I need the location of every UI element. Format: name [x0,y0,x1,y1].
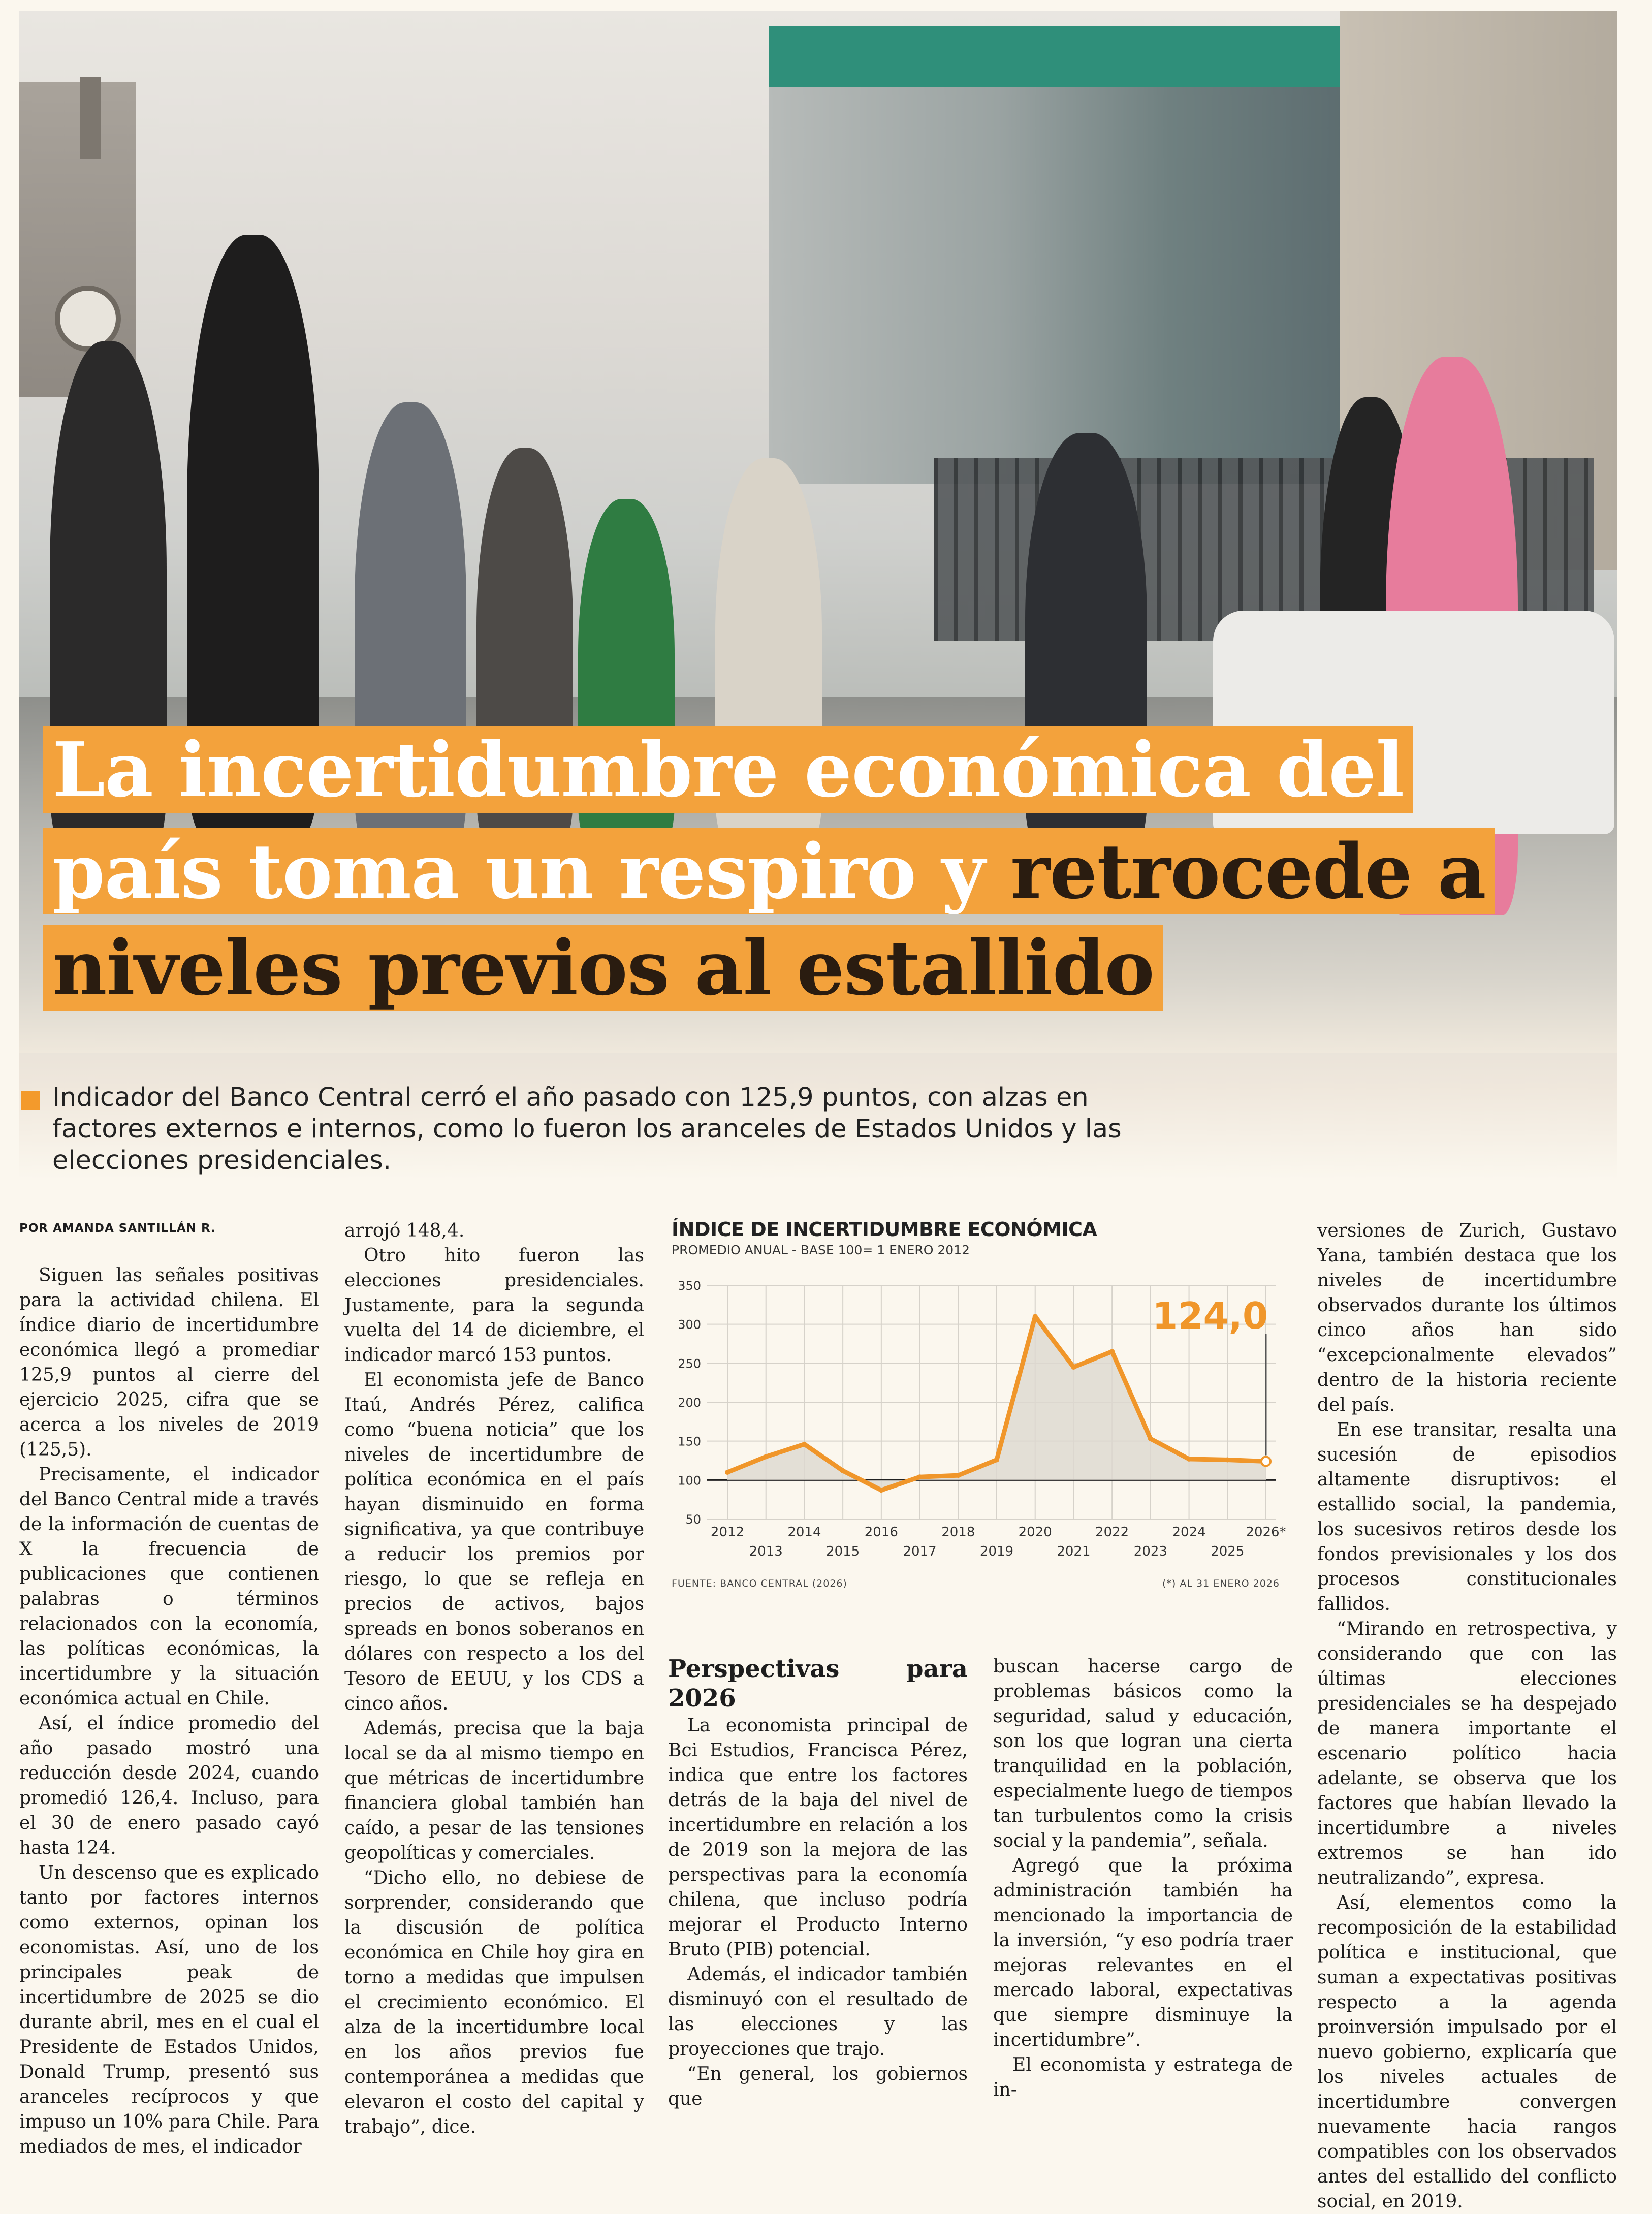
paragraph: Así, elementos como la recomposición de la estabilidad política e institucional, que suman a expectativas positivas respecto a la agenda proinversión impulsado por el nuevo gobierno, explicaría que los niveles actuales de incertidumbre convergen nuevamente hacia rangos compatibles con los observados antes del estallido del conflicto social, en 2019. [1317,1892,1617,2212]
x-tick-label: 2014 [787,1525,821,1540]
y-tick-label: 250 [678,1356,701,1371]
chart-note: (*) AL 31 ENERO 2026 [1162,1578,1280,1589]
data-point [803,1443,806,1446]
x-tick-label: 2012 [710,1525,745,1540]
building-green-roof [769,26,1343,92]
data-point [726,1471,729,1474]
highlight-value-label: 124,0 [1152,1294,1268,1337]
x-tick-label: 2019 [979,1544,1014,1559]
paragraph: “En general, los gobiernos que [668,2064,968,2109]
paragraph: El economista jefe de Banco Itaú, Andrés Pérez, califica como “buena noticia” que los niveles de incertidumbre de política económica en el país hayan disminuido en forma significativa, ya que contribuye a reducir los premios por riesgo, lo que se refleja en precios de activos, bajos spreads en bonos soberanos en dólares con respecto a los del Tesoro de EEUU, y los CDS a cinco años. [344,1370,644,1714]
x-tick-label: 2018 [941,1525,975,1540]
article-column-2 [344,1218,644,2139]
paragraph: Siguen las señales positivas para la actividad chilena. El índice diario de incertidumbre económica llegó a promediar 125,9 puntos al cierre del ejercicio 2025, cifra que se acerca a los niveles de 2019 (125,5). [19,1265,319,1460]
data-point [1072,1366,1075,1369]
x-tick-label: 2025 [1211,1544,1245,1559]
x-tick-label: 2026* [1246,1525,1286,1540]
article-column-4 [1317,1218,1617,2214]
data-point [995,1458,998,1461]
paragraph: buscan hacerse cargo de problemas básicos como la seguridad, salud y educación, son los que logran una cierta tranquilidad en la población, especialmente luego de tiempos tan turbulentos como la crisis social y la pandemia”, señala. [993,1656,1293,1851]
x-tick-label: 2024 [1172,1525,1206,1540]
paragraph: Un descenso que es explicado tanto por factores internos como externos, opinan los economistas. Así, uno de los principales peak de incertidumbre de 2025 se dio durante abril, mes en el cual el Presidente de Estados Unidos, Donald Trump, presentó sus aranceles recíprocos y que impuso un 10% para Chile. Para mediados de mes, el indicador [19,1862,319,2157]
lead-bullet-square [21,1091,40,1110]
x-tick-label: 2021 [1057,1544,1091,1559]
data-point [1188,1458,1191,1461]
paragraph: Otro hito fueron las elecciones presidenciales. Justamente, para la segunda vuelta del 14 de diciembre, el indicador marcó 153 puntos. [344,1245,644,1366]
y-tick-label: 350 [678,1279,701,1293]
headline-line-2-dark: retrocede a [1010,827,1486,915]
article-column-1 [19,1218,319,2159]
x-tick-label: 2023 [1133,1544,1167,1559]
y-tick-label: 200 [678,1396,701,1410]
lead-paragraph: Indicador del Banco Central cerró el año pasado con 125,9 puntos, con alzas en factores externos e internos, como lo fueron los aranceles de Estados Unidos y las elecciones presidenciales. [52,1083,1122,1176]
data-point [765,1455,768,1458]
chart-subtitle: PROMEDIO ANUAL - BASE 100= 1 ENERO 2012 [672,1243,970,1257]
paragraph: “Mirando en retrospectiva, y considerando que con las últimas elecciones presidenciales se ha despejado de manera importante el escenario político hacia adelante, se observa que los factores que habían llevado la incertidumbre a niveles extremos se han ido neutralizando”, expresa. [1317,1619,1617,1888]
data-point [1034,1315,1037,1318]
paragraph: La economista principal de Bci Estudios, Francisca Pérez, indica que entre los factores detrás de la baja del nivel de incertidumbre en relación a los de 2019 son la mejora de las perspectivas para la economía chilena, que incluso podría mejorar el Producto Interno Bruto (PIB) potencial. [668,1715,968,1960]
x-tick-label: 2013 [749,1544,783,1559]
article-column-3b [993,1654,1293,2102]
data-point [1226,1458,1229,1461]
paragraph: “Dicho ello, no debiese de sorprender, considerando que la discusión de política económica en Chile hoy gira en torno a medidas que impulsen el crecimiento económico. El alza de la incertidumbre local en los años previos fue contemporánea a medidas que elevaron el costo del capital y trabajo”, dice. [344,1868,644,2137]
paragraph: Además, el indicador también disminuyó con el resultado de las elecciones y las proyecciones que trajo. [668,1964,968,2060]
headline-line-2 [43,828,1495,914]
data-point [918,1475,922,1478]
glass-building [769,87,1343,484]
paragraph: arrojó 148,4. [344,1220,465,1241]
section-subhead: Perspectivas para 2026 [668,1655,968,1713]
tower-spire [80,77,101,159]
data-point [880,1489,883,1492]
chart-title: ÍNDICE DE INCERTIDUMBRE ECONÓMICA [672,1218,1097,1241]
headline-line-3: niveles previos al estallido [43,925,1163,1011]
paragraph: versiones de Zurich, Gustavo Yana, también destaca que los niveles de incertidumbre observados durante los últimos cinco años han sido “excepcionalmente elevados” dentro de la historia reciente del país. [1317,1220,1617,1415]
y-tick-label: 150 [678,1434,701,1449]
data-point [1110,1350,1114,1353]
paragraph: El economista y estratega de in- [993,2054,1293,2100]
data-point [1261,1457,1270,1466]
headline-line-1: La incertidumbre económica del [43,726,1413,813]
y-tick-label: 300 [678,1317,701,1332]
x-tick-label: 2020 [1018,1525,1052,1540]
x-tick-label: 2016 [864,1525,898,1540]
x-tick-label: 2015 [826,1544,860,1559]
paragraph: Precisamente, el indicador del Banco Central mide a través de la información de cuentas de X la frecuencia de publicaciones que contienen palabras o términos relacionados con la economía, las políticas económicas, la incertidumbre y la situación económica actual en Chile. [19,1464,319,1709]
chart-source: FUENTE: BANCO CENTRAL (2026) [672,1578,847,1589]
x-tick-label: 2017 [903,1544,937,1559]
y-tick-label: 50 [685,1512,701,1527]
byline: POR AMANDA SANTILLÁN R. [19,1222,216,1235]
paragraph: Agregó que la próxima administración también ha mencionado la importancia de la inversión, “y eso podría traer mejoras relevantes en el mercado laboral, expectativas que siempre disminuye la incertidumbre”. [993,1855,1293,2050]
data-point [957,1474,960,1477]
paragraph: Además, precisa que la baja local se da al mismo tiempo en que métricas de incertidumbre financiera global también han caído, a pesar de las tensiones geopolíticas y comerciales. [344,1718,644,1863]
y-tick-label: 100 [678,1473,701,1488]
paragraph: Así, el índice promedio del año pasado mostró una reducción desde 2024, cuando promedió 126,4. Incluso, para el 30 de enero pasado cayó hasta 124. [19,1713,319,1858]
uncertainty-index-chart [666,1265,1296,1570]
data-point [841,1469,844,1472]
data-point [1149,1437,1152,1440]
x-tick-label: 2022 [1095,1525,1129,1540]
paragraph: En ese transitar, resalta una sucesión de episodios altamente disruptivos: el estallido social, la pandemia, los sucesivos retiros desde los fondos previsionales y los dos procesos constitucionales fallidos. [1317,1419,1617,1615]
headline-line-2-light: país toma un respiro y [52,827,1011,915]
article-column-3 [668,1654,968,2111]
